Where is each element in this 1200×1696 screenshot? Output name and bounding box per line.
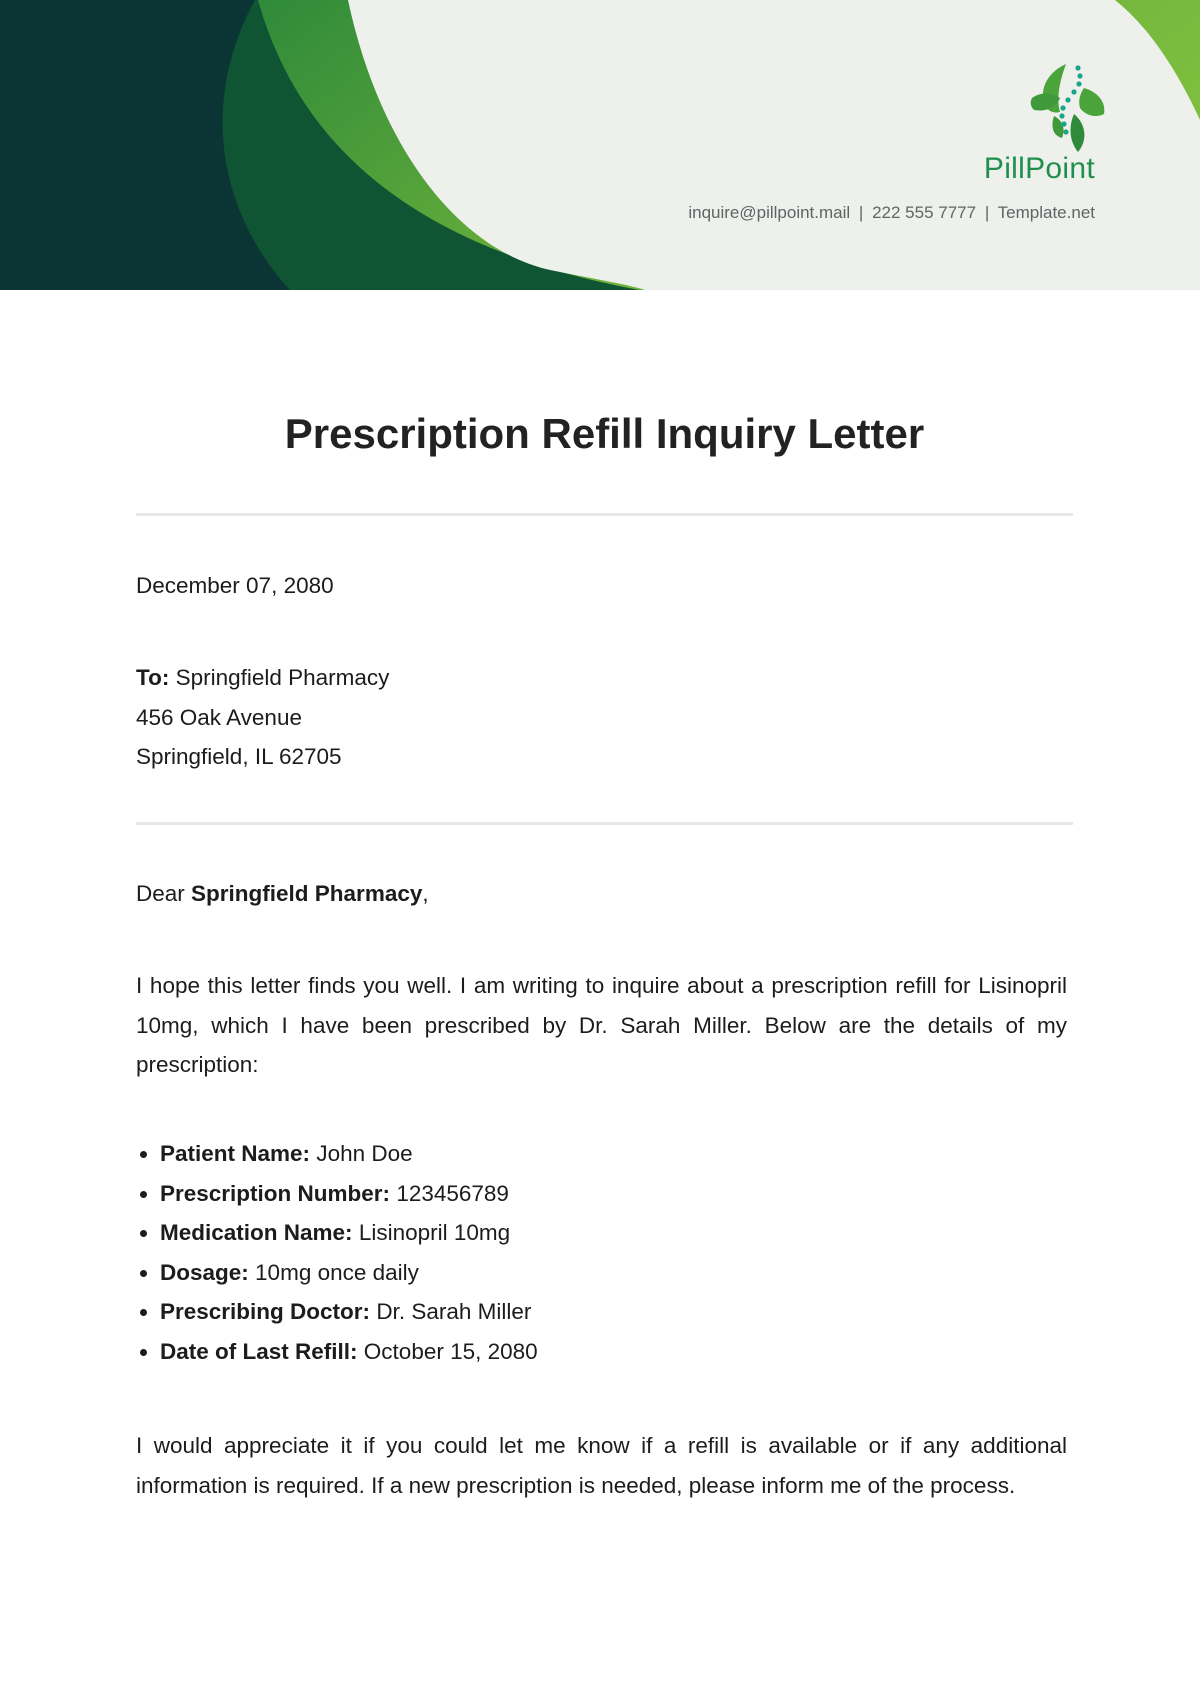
recipient-street: 456 Oak Avenue bbox=[136, 704, 302, 730]
detail-label: Prescription Number: bbox=[160, 1180, 391, 1206]
divider-middle bbox=[136, 822, 1073, 825]
letter-date-block bbox=[136, 566, 1067, 606]
recipient-line bbox=[136, 658, 1067, 698]
recipient-address bbox=[136, 658, 1067, 777]
contact-email[interactable]: inquire@pillpoint.mail bbox=[688, 203, 851, 222]
intro-paragraph bbox=[136, 966, 1067, 1085]
salutation-name: Springfield Pharmacy bbox=[191, 881, 423, 906]
detail-label: Medication Name: bbox=[160, 1220, 353, 1245]
details-list bbox=[136, 1134, 1067, 1371]
contact-separator: | bbox=[984, 203, 990, 222]
detail-label: Patient Name: bbox=[160, 1141, 311, 1166]
contact-line bbox=[688, 203, 1095, 223]
salutation-suffix: , bbox=[422, 881, 429, 906]
detail-value: 123456789 bbox=[396, 1180, 509, 1206]
to-label: To: bbox=[136, 665, 170, 690]
detail-value: 10mg once daily bbox=[255, 1259, 419, 1285]
prescription-details bbox=[136, 1134, 1067, 1371]
recipient-name: Springfield Pharmacy bbox=[175, 665, 390, 690]
detail-item bbox=[160, 1174, 1067, 1214]
closing-text: I would appreciate it if you could let me know if a refill is available or if any additional information is required. If a new prescription is needed, please inform me of the process. bbox=[136, 1433, 1067, 1498]
contact-separator: | bbox=[858, 203, 864, 222]
detail-value: October 15, 2080 bbox=[363, 1338, 538, 1364]
detail-item bbox=[160, 1253, 1067, 1293]
salutation bbox=[136, 874, 1067, 914]
contact-website[interactable]: Template.net bbox=[997, 203, 1095, 222]
detail-item bbox=[160, 1292, 1067, 1332]
detail-item bbox=[160, 1213, 1067, 1253]
letter-date: December 07, 2080 bbox=[136, 573, 334, 598]
detail-value: Dr. Sarah Miller bbox=[376, 1299, 532, 1324]
pillpoint-logo-icon bbox=[1026, 58, 1108, 154]
letter-title: Prescription Refill Inquiry Letter bbox=[284, 410, 925, 457]
divider-top bbox=[136, 513, 1073, 516]
recipient-city: Springfield, IL 62705 bbox=[136, 744, 342, 769]
letterhead-background bbox=[0, 0, 1200, 290]
contact-phone[interactable]: 222 555 7777 bbox=[872, 203, 977, 222]
detail-label: Dosage: bbox=[160, 1259, 249, 1285]
detail-item bbox=[160, 1134, 1067, 1174]
detail-value: John Doe bbox=[316, 1141, 413, 1166]
detail-value: Lisinopril 10mg bbox=[358, 1220, 511, 1245]
detail-item bbox=[160, 1332, 1067, 1372]
salutation-line bbox=[136, 874, 1067, 914]
detail-label: Prescribing Doctor: bbox=[160, 1299, 371, 1324]
intro-text: I hope this letter finds you well. I am writing to inquire about a prescription refill for Lisinopril 10mg, which I have been prescribed by Dr. Sarah Miller. Below are the details of my prescription: bbox=[136, 973, 1067, 1077]
closing-paragraph bbox=[136, 1426, 1067, 1505]
brand-name: PillPoint bbox=[983, 152, 1095, 185]
detail-label: Date of Last Refill: bbox=[160, 1338, 358, 1364]
salutation-prefix: Dear bbox=[136, 881, 185, 906]
letterhead bbox=[0, 0, 1200, 290]
